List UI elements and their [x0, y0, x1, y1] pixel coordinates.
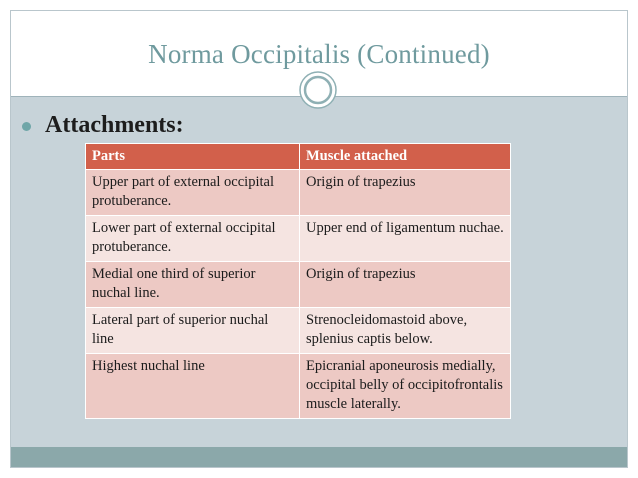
bullet-icon: [22, 122, 31, 131]
cell-muscle: Epicranial aponeurosis medially, occipital belly of occipitofrontalis muscle laterally.: [300, 354, 511, 419]
attachments-table: [85, 143, 511, 419]
table-row: [86, 216, 511, 262]
slide-title: Norma Occipitalis (Continued): [148, 39, 490, 69]
cell-muscle: Origin of trapezius: [300, 170, 511, 216]
attachments-heading: Attachments:: [45, 112, 184, 138]
table-row: [86, 308, 511, 354]
cell-muscle: Strenocleidomastoid above, splenius captis below.: [300, 308, 511, 354]
cell-part: Lateral part of superior nuchal line: [86, 308, 300, 354]
table-row: [86, 262, 511, 308]
bottom-bar: [11, 447, 627, 467]
column-header-parts: Parts: [86, 144, 300, 170]
cell-muscle: Upper end of ligamentum nuchae.: [300, 216, 511, 262]
table-row: [86, 170, 511, 216]
cell-part: Lower part of external occipital protuberance.: [86, 216, 300, 262]
bullet-heading: [22, 112, 184, 139]
column-header-muscle: Muscle attached: [300, 144, 511, 170]
circle-ornament-icon: [298, 70, 338, 110]
cell-part: Highest nuchal line: [86, 354, 300, 419]
table-header-row: [86, 144, 511, 170]
cell-part: Medial one third of superior nuchal line.: [86, 262, 300, 308]
table-row: [86, 354, 511, 419]
cell-part: Upper part of external occipital protuberance.: [86, 170, 300, 216]
cell-muscle: Origin of trapezius: [300, 262, 511, 308]
